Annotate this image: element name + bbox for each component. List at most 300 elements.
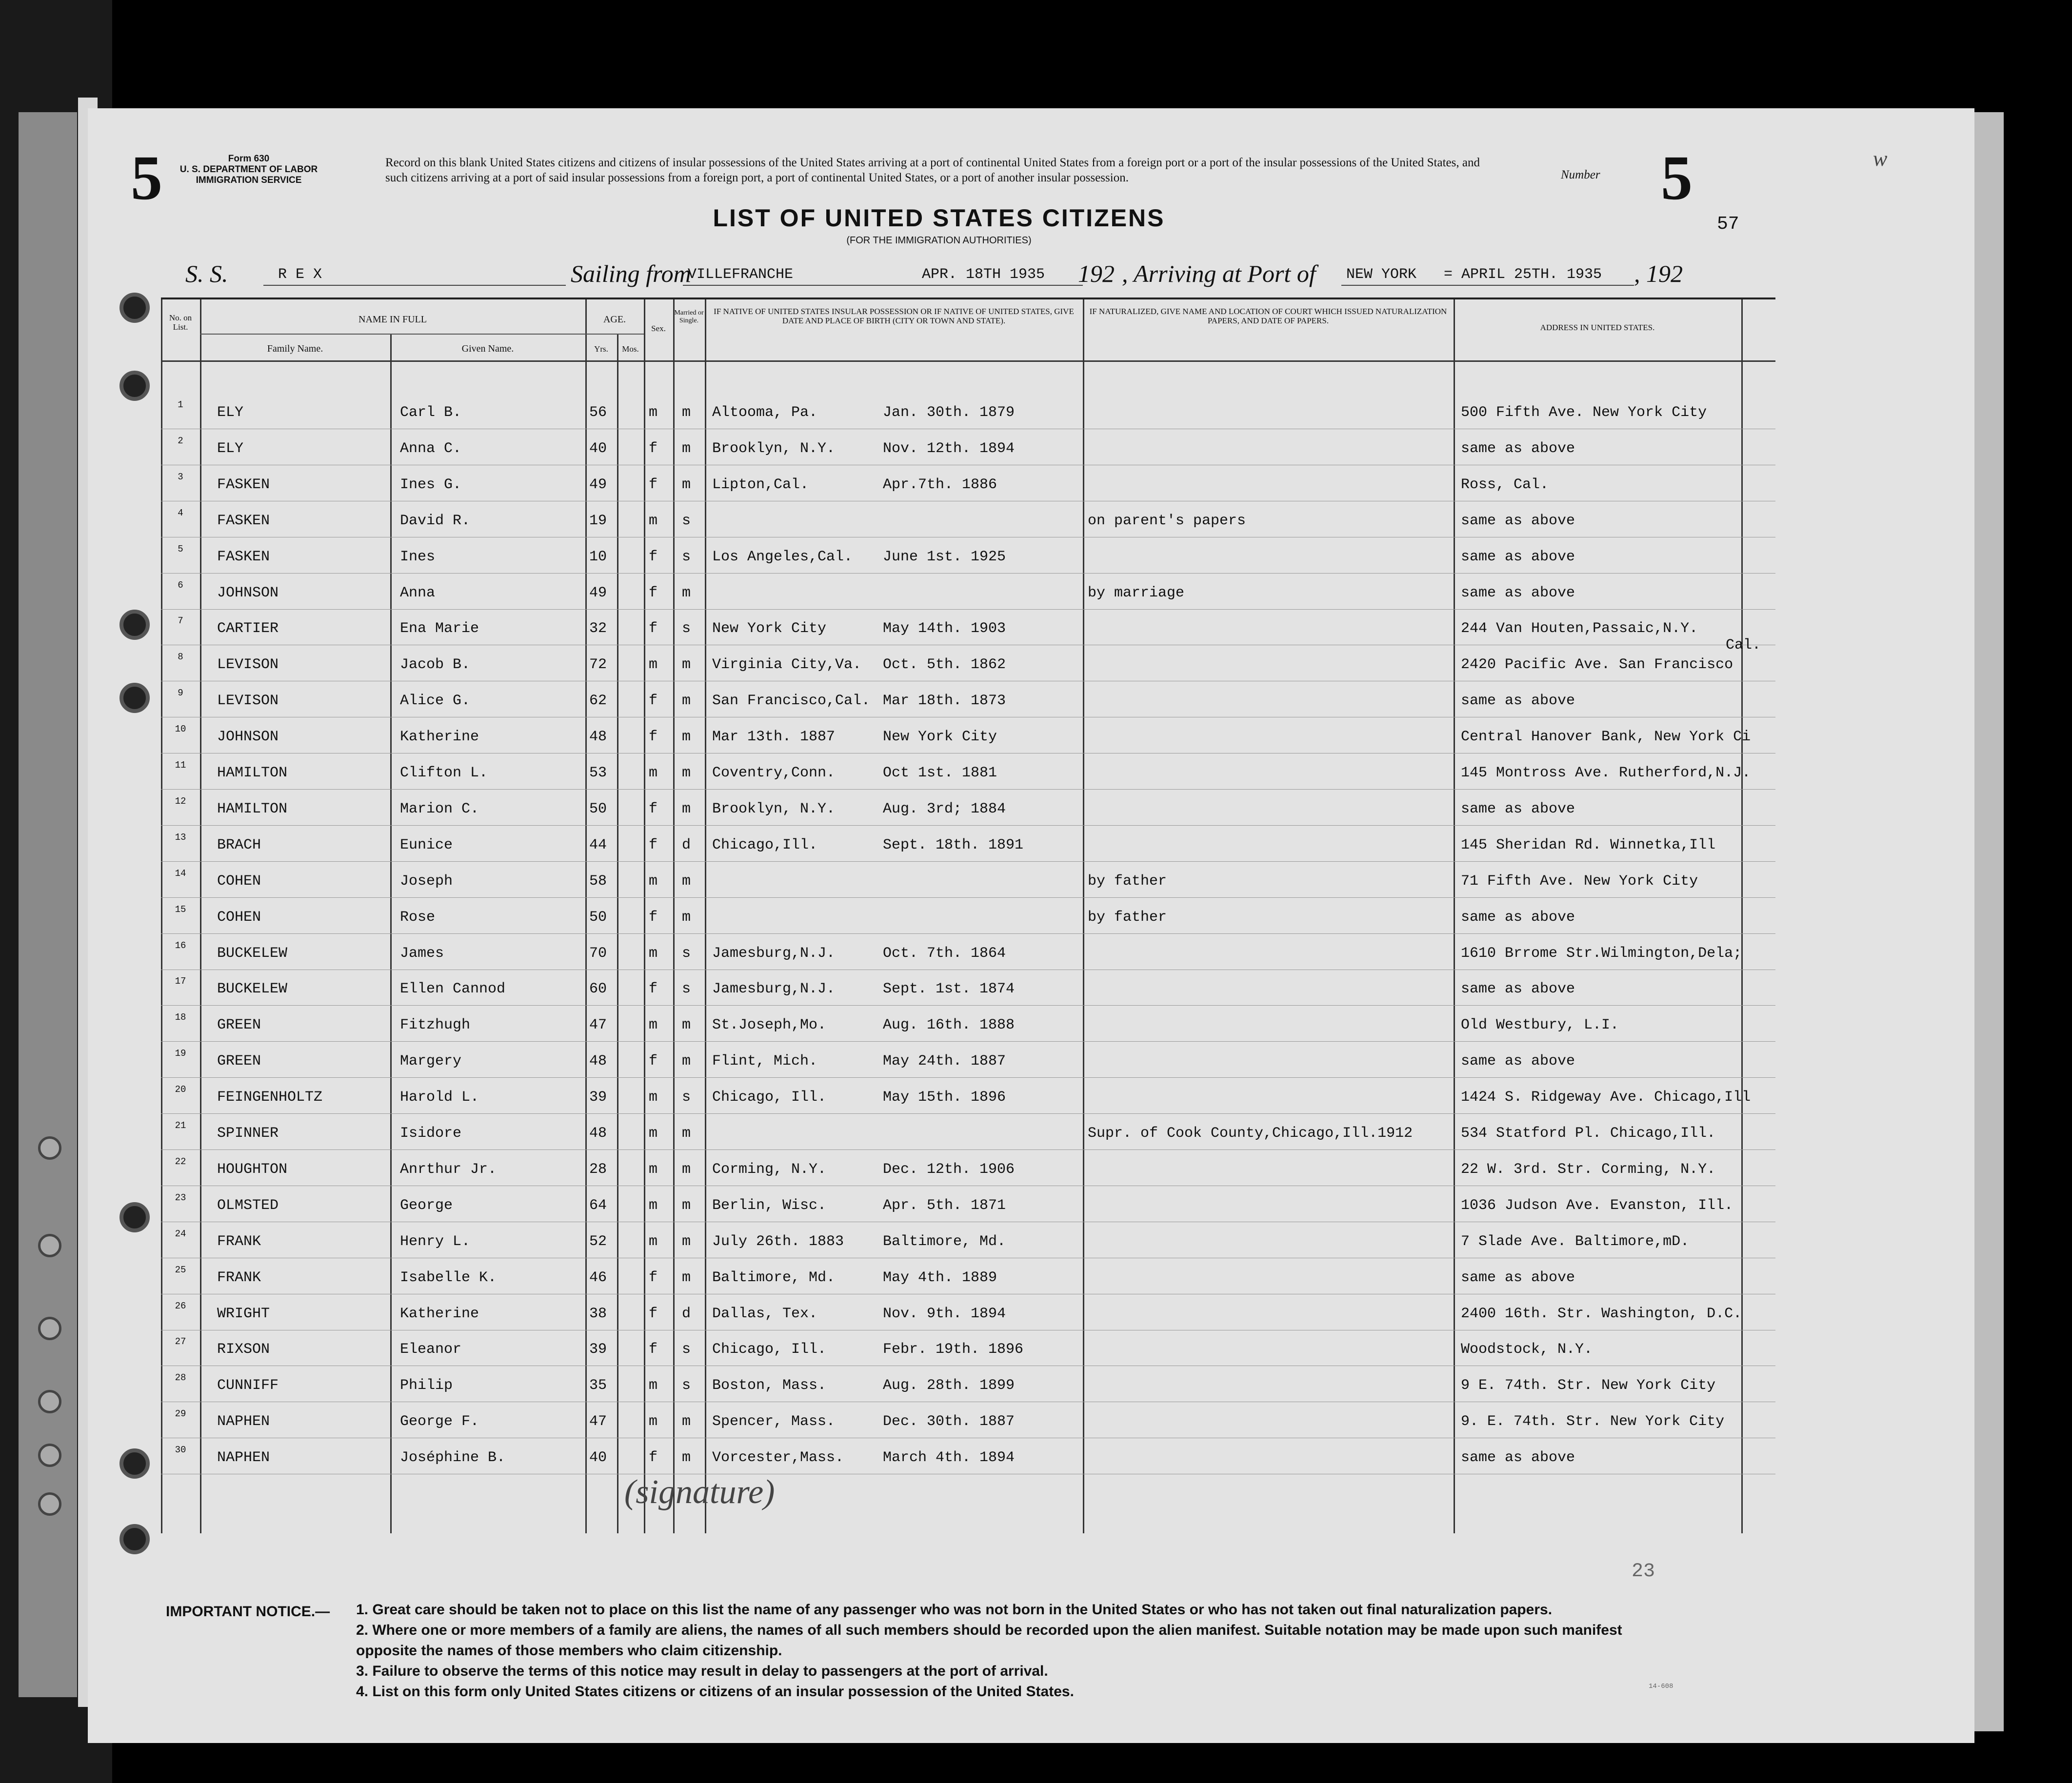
address: same as above [1461, 1053, 1575, 1070]
row-number: 15 [175, 904, 186, 915]
marital-status: s [682, 548, 691, 565]
birth-place: Flint, Mich. [712, 1053, 818, 1070]
table-row [161, 971, 1775, 1007]
family-name: GREEN [217, 1017, 261, 1034]
sex: f [649, 1305, 658, 1322]
sailing-port: VILLEFRANCHE [688, 266, 794, 283]
birth-date: Sept. 18th. 1891 [883, 836, 1024, 853]
family-name: FRANK [217, 1269, 261, 1286]
arrival-date: = APRIL 25TH. 1935 [1444, 266, 1602, 283]
ruled-line [161, 1077, 1775, 1078]
given-name: Katherine [400, 729, 479, 746]
year-suffix-2: , 192 [1634, 260, 1683, 287]
age-years: 48 [589, 1053, 607, 1070]
table-row [161, 863, 1775, 899]
birth-place: New York City [712, 620, 827, 637]
binder-ring [120, 683, 150, 713]
age-years: 39 [589, 1089, 607, 1106]
table-row [161, 719, 1775, 754]
row-number: 20 [175, 1084, 186, 1095]
birth-date: March 4th. 1894 [883, 1449, 1015, 1466]
row-number: 1 [178, 399, 183, 410]
table-row [161, 683, 1775, 718]
sex: f [649, 800, 658, 817]
row-number: 2 [178, 435, 183, 446]
family-name: BUCKELEW [217, 981, 288, 998]
birth-place: Mar 13th. 1887 [712, 729, 836, 746]
birth-place: Brooklyn, N.Y. [712, 800, 836, 817]
given-name: Joséphine B. [400, 1449, 506, 1466]
age-years: 50 [589, 909, 607, 926]
address: same as above [1461, 1449, 1575, 1466]
birth-date: Dec. 12th. 1906 [883, 1161, 1015, 1178]
row-number: 4 [178, 507, 183, 518]
header-address: ADDRESS IN UNITED STATES. [1540, 323, 1655, 332]
table-row [161, 1224, 1775, 1259]
given-name: Katherine [400, 1305, 479, 1322]
birth-place: Baltimore, Md. [712, 1269, 836, 1286]
ruled-line [161, 1041, 1775, 1042]
marital-status: m [682, 1197, 691, 1214]
marital-status: d [682, 836, 691, 853]
binder-hole [38, 1317, 61, 1340]
sex: f [649, 836, 658, 853]
row-number: 10 [175, 724, 186, 735]
address: 71 Fifth Ave. New York City [1461, 872, 1698, 890]
table-row [161, 431, 1775, 466]
given-name: Fitzhugh [400, 1017, 471, 1034]
given-name: George [400, 1197, 453, 1214]
given-name: Henry L. [400, 1233, 471, 1250]
binder-hole [38, 1136, 61, 1160]
age-years: 70 [589, 945, 607, 962]
birth-place: Los Angeles,Cal. [712, 548, 853, 565]
birth-date: Febr. 19th. 1896 [883, 1341, 1024, 1358]
given-name: James [400, 945, 444, 962]
table-row [161, 539, 1775, 575]
naturalization: by father [1088, 909, 1167, 926]
birth-date: Jan. 30th. 1879 [883, 404, 1015, 421]
given-name: George F. [400, 1413, 479, 1430]
address: 145 Sheridan Rd. Winnetka,Ill [1461, 836, 1716, 853]
address: 1036 Judson Ave. Evanston, Ill. [1461, 1197, 1733, 1214]
page-title: LIST OF UNITED STATES CITIZENS [713, 204, 1165, 232]
marital-status: m [682, 1053, 691, 1070]
sheet-number-left: 5 [131, 143, 162, 213]
birth-place: July 26th. 1883 [712, 1233, 844, 1250]
sex: f [649, 476, 658, 493]
family-name: HOUGHTON [217, 1161, 288, 1178]
binder-hole [38, 1492, 61, 1516]
table-row [161, 647, 1775, 682]
age-years: 38 [589, 1305, 607, 1322]
age-years: 52 [589, 1233, 607, 1250]
row-number: 13 [175, 832, 186, 843]
birth-place: Dallas, Tex. [712, 1305, 818, 1322]
header-sex: Sex. [651, 324, 666, 333]
sex: f [649, 909, 658, 926]
given-name: Isidore [400, 1125, 462, 1142]
given-name: Anna [400, 584, 436, 601]
address: 9 E. 74th. Str. New York City [1461, 1377, 1716, 1394]
row8-continuation: Cal. [1726, 637, 1761, 654]
row-number: 12 [175, 795, 186, 807]
row-number: 26 [175, 1300, 186, 1311]
row-number: 24 [175, 1228, 186, 1239]
age-years: 49 [589, 584, 607, 601]
form-number: Form 630 [228, 154, 270, 164]
age-years: 49 [589, 476, 607, 493]
notice-item: 2. Where one or more members of a family are aliens, the names of all such members should be recorded upon the alien manifest. Suitable notation may be made upon such manifest opposite the names of those members who claim citizenship. [356, 1622, 1622, 1659]
ss-label: S. S. [185, 260, 228, 287]
notice-list [356, 1600, 1673, 1702]
binder-hole [38, 1444, 61, 1467]
page-edge [1974, 112, 2004, 1731]
marital-status: m [682, 476, 691, 493]
birth-date: Oct. 7th. 1864 [883, 945, 1006, 962]
sex: f [649, 693, 658, 710]
birth-date: Baltimore, Md. [883, 1233, 1006, 1250]
given-name: Alice G. [400, 693, 471, 710]
marital-status: s [682, 1341, 691, 1358]
family-name: OLMSTED [217, 1197, 279, 1214]
notice-item: 3. Failure to observe the terms of this notice may result in delay to passengers at the port of arrival. [356, 1663, 1048, 1679]
family-name: FEINGENHOLTZ [217, 1089, 323, 1106]
address: 500 Fifth Ave. New York City [1461, 404, 1707, 421]
marital-status: m [682, 1161, 691, 1178]
age-years: 48 [589, 729, 607, 746]
address: Woodstock, N.Y. [1461, 1341, 1593, 1358]
header-married-single: Married or Single. [674, 309, 704, 324]
sex: f [649, 1341, 658, 1358]
row-number: 23 [175, 1192, 186, 1203]
family-name: FASKEN [217, 476, 270, 493]
ruled-line [161, 1149, 1775, 1150]
table-row [161, 1188, 1775, 1223]
address: same as above [1461, 800, 1575, 817]
header-name-in-full: NAME IN FULL [359, 314, 427, 325]
table-row [161, 827, 1775, 863]
sailing-date: APR. 18TH 1935 [922, 266, 1045, 283]
address: 534 Statford Pl. Chicago,Ill. [1461, 1125, 1716, 1142]
sex: m [649, 404, 658, 421]
age-years: 40 [589, 1449, 607, 1466]
header-naturalized: IF NATURALIZED, GIVE NAME AND LOCATION OF COURT WHICH ISSUED NATURALIZATION PAPERS, AND DATE OF PAPERS. [1089, 307, 1447, 325]
birth-date: Mar 18th. 1873 [883, 693, 1006, 710]
voyage-line [185, 259, 1707, 289]
notice-label: IMPORTANT NOTICE.— [166, 1604, 330, 1620]
given-name: Eunice [400, 836, 453, 853]
birth-date: June 1st. 1925 [883, 548, 1006, 565]
given-name: Ines G. [400, 476, 462, 493]
sex: f [649, 1269, 658, 1286]
given-name: Isabelle K. [400, 1269, 497, 1286]
header-mos: Mos. [622, 344, 639, 354]
header-yrs: Yrs. [594, 344, 608, 354]
birth-place: San Francisco,Cal. [712, 693, 871, 710]
address: same as above [1461, 440, 1575, 457]
naturalization: by marriage [1088, 584, 1185, 601]
header-bottom-line [161, 360, 1775, 362]
age-years: 53 [589, 765, 607, 781]
family-name: JOHNSON [217, 729, 279, 746]
binder-ring [120, 1448, 150, 1479]
table-row [161, 1043, 1775, 1079]
birth-place: Brooklyn, N.Y. [712, 440, 836, 457]
birth-place: Berlin, Wisc. [712, 1197, 827, 1214]
sex: m [649, 945, 658, 962]
family-name: CARTIER [217, 620, 279, 637]
birth-date: May 14th. 1903 [883, 620, 1006, 637]
sex: f [649, 729, 658, 746]
row-number: 3 [178, 471, 183, 482]
sex: f [649, 620, 658, 637]
marital-status: s [682, 620, 691, 637]
sex: f [649, 1449, 658, 1466]
age-years: 47 [589, 1413, 607, 1430]
age-years: 72 [589, 656, 607, 674]
row-number: 25 [175, 1264, 186, 1275]
family-name: SPINNER [217, 1125, 279, 1142]
arrival-port: NEW YORK [1346, 266, 1417, 283]
age-years: 48 [589, 1125, 607, 1142]
age-years: 46 [589, 1269, 607, 1286]
binder-ring [120, 1202, 150, 1232]
header-no: No. on List. [169, 313, 192, 332]
family-name: NAPHEN [217, 1449, 270, 1466]
table-row [161, 611, 1775, 646]
given-name: Carl B. [400, 404, 462, 421]
binder-ring [120, 293, 150, 323]
marital-status: s [682, 1089, 691, 1106]
form-info [163, 154, 334, 186]
row-number: 19 [175, 1048, 186, 1059]
age-years: 60 [589, 981, 607, 998]
given-name: Anrthur Jr. [400, 1161, 497, 1178]
birth-date: Nov. 12th. 1894 [883, 440, 1015, 457]
given-name: Rose [400, 909, 436, 926]
given-name: David R. [400, 512, 471, 529]
birth-place: Spencer, Mass. [712, 1413, 836, 1430]
sex: f [649, 584, 658, 601]
header-age: AGE. [603, 314, 626, 325]
page-number: 57 [1717, 214, 1739, 235]
given-name: Philip [400, 1377, 453, 1394]
age-years: 39 [589, 1341, 607, 1358]
birth-date: New York City [883, 729, 997, 746]
birth-place: Lipton,Cal. [712, 476, 809, 493]
address: Central Hanover Bank, New York Ci [1461, 729, 1751, 746]
row-number: 27 [175, 1336, 186, 1347]
given-name: Ena Marie [400, 620, 479, 637]
row-number: 22 [175, 1156, 186, 1167]
table-row [161, 1151, 1775, 1187]
table-row [161, 1115, 1775, 1151]
ruled-line [161, 789, 1775, 790]
birth-place: Jamesburg,N.J. [712, 981, 836, 998]
binder-hole [38, 1390, 61, 1413]
table-row [161, 395, 1775, 430]
table-row [161, 1007, 1775, 1043]
passenger-table [161, 297, 1775, 1533]
age-years: 50 [589, 800, 607, 817]
family-name: NAPHEN [217, 1413, 270, 1430]
address: same as above [1461, 909, 1575, 926]
row-number: 7 [178, 615, 183, 627]
address: 244 Van Houten,Passaic,N.Y. [1461, 620, 1698, 637]
ruled-line [161, 825, 1775, 826]
marital-status: s [682, 981, 691, 998]
binder-hole [38, 1234, 61, 1257]
marital-status: m [682, 1269, 691, 1286]
sheet-number-right: 5 [1661, 143, 1693, 213]
notice-item: 1. Great care should be taken not to place on this list the name of any passenger who was not born in the United States or who has not taken out final naturalization papers. [356, 1602, 1553, 1618]
marital-status: s [682, 512, 691, 529]
address: 145 Montross Ave. Rutherford,N.J. [1461, 765, 1751, 781]
birth-place: Corming, N.Y. [712, 1161, 827, 1178]
given-name: Ines [400, 548, 436, 565]
row-number: 21 [175, 1120, 186, 1131]
sex: m [649, 656, 658, 674]
family-name: COHEN [217, 909, 261, 926]
marital-status: m [682, 1017, 691, 1034]
family-name: FASKEN [217, 548, 270, 565]
page-subtitle: (FOR THE IMMIGRATION AUTHORITIES) [846, 235, 1032, 246]
family-name: HAMILTON [217, 765, 288, 781]
naturalization: Supr. of Cook County,Chicago,Ill.1912 [1088, 1125, 1413, 1142]
birth-place: St.Joseph,Mo. [712, 1017, 827, 1034]
row-number: 17 [175, 976, 186, 987]
sex: m [649, 1125, 658, 1142]
table-row [161, 503, 1775, 538]
ruled-line [161, 1005, 1775, 1006]
sex: m [649, 1413, 658, 1430]
address: 7 Slade Ave. Baltimore,mD. [1461, 1233, 1690, 1250]
birth-place: Jamesburg,N.J. [712, 945, 836, 962]
sailing-label: Sailing from [571, 260, 691, 287]
sex: m [649, 872, 658, 890]
year-suffix-1: 192 [1078, 260, 1115, 287]
marital-status: s [682, 945, 691, 962]
notice-item: 4. List on this form only United States citizens or citizens of an insular possession of the United States. [356, 1684, 1074, 1700]
ruled-line [161, 897, 1775, 898]
service-name: IMMIGRATION SERVICE [196, 175, 302, 185]
row-number: 28 [175, 1372, 186, 1384]
arrival-underline [1341, 285, 1634, 286]
arriving-label: , Arriving at Port of [1122, 260, 1316, 287]
family-name: GREEN [217, 1053, 261, 1070]
age-years: 10 [589, 548, 607, 565]
table-row [161, 1331, 1775, 1367]
age-years: 40 [589, 440, 607, 457]
age-years: 19 [589, 512, 607, 529]
given-name: Anna C. [400, 440, 462, 457]
birth-date: Oct. 5th. 1862 [883, 656, 1006, 674]
marital-status: s [682, 1377, 691, 1394]
address: 22 W. 3rd. Str. Corming, N.Y. [1461, 1161, 1716, 1178]
birth-date: Apr. 5th. 1871 [883, 1197, 1006, 1214]
table-row [161, 467, 1775, 502]
birth-place: Chicago, Ill. [712, 1089, 827, 1106]
address: 2420 Pacific Ave. San Francisco [1461, 656, 1733, 674]
instruction-text: Record on this blank United States citizens and citizens of insular possessions of the United States arriving at a port of continental United States from a foreign port or a port of the insular possessions of the United States, and such citizens arriving at a port of said insular possessions from a foreign port, a port of continental United States, or a port of another insular possession. [385, 156, 1480, 184]
sailing-underline [683, 285, 1083, 286]
given-name: Harold L. [400, 1089, 479, 1106]
birth-place: Coventry,Conn. [712, 765, 836, 781]
birth-date: Aug. 3rd; 1884 [883, 800, 1006, 817]
given-name: Eleanor [400, 1341, 462, 1358]
sex: f [649, 548, 658, 565]
address: same as above [1461, 512, 1575, 529]
address: Old Westbury, L.I. [1461, 1017, 1619, 1034]
birth-date: Nov. 9th. 1894 [883, 1305, 1006, 1322]
pencil-mark: w [1873, 147, 1888, 171]
address: same as above [1461, 584, 1575, 601]
age-years: 32 [589, 620, 607, 637]
given-name: Margery [400, 1053, 462, 1070]
table-row [161, 1440, 1775, 1475]
family-name: RIXSON [217, 1341, 270, 1358]
address: same as above [1461, 1269, 1575, 1286]
family-name: BRACH [217, 836, 261, 853]
table-row [161, 1367, 1775, 1403]
given-name: Clifton L. [400, 765, 488, 781]
row-number: 9 [178, 688, 183, 699]
address: 2400 16th. Str. Washington, D.C. [1461, 1305, 1742, 1322]
marital-status: m [682, 1233, 691, 1250]
given-name: Marion C. [400, 800, 479, 817]
birth-date: May 4th. 1889 [883, 1269, 997, 1286]
table-row [161, 1404, 1775, 1439]
birth-date: Apr.7th. 1886 [883, 476, 997, 493]
family-name: JOHNSON [217, 584, 279, 601]
table-row [161, 575, 1775, 611]
age-years: 56 [589, 404, 607, 421]
given-name: Jacob B. [400, 656, 471, 674]
birth-date: Aug. 28th. 1899 [883, 1377, 1015, 1394]
address: same as above [1461, 693, 1575, 710]
print-code: 14-608 [1649, 1683, 1674, 1690]
address: 1424 S. Ridgeway Ave. Chicago,Ill [1461, 1089, 1751, 1106]
age-years: 28 [589, 1161, 607, 1178]
family-name: LEVISON [217, 656, 279, 674]
table-row [161, 1079, 1775, 1115]
address: same as above [1461, 981, 1575, 998]
naturalization: on parent's papers [1088, 512, 1246, 529]
age-years: 58 [589, 872, 607, 890]
header-subline [200, 334, 644, 335]
marital-status: m [682, 404, 691, 421]
ruled-line [161, 933, 1775, 934]
ruled-line [161, 861, 1775, 862]
table-row [161, 899, 1775, 935]
address: 9. E. 74th. Str. New York City [1461, 1413, 1725, 1430]
birth-date: Aug. 16th. 1888 [883, 1017, 1015, 1034]
birth-date: Dec. 30th. 1887 [883, 1413, 1015, 1430]
family-name: WRIGHT [217, 1305, 270, 1322]
marital-status: m [682, 1125, 691, 1142]
sex: m [649, 1377, 658, 1394]
row-number: 18 [175, 1012, 186, 1023]
sex: m [649, 1197, 658, 1214]
family-name: ELY [217, 404, 244, 421]
family-name: CUNNIFF [217, 1377, 279, 1394]
birth-place: Virginia City,Va. [712, 656, 862, 674]
sex: m [649, 1089, 658, 1106]
family-name: ELY [217, 440, 244, 457]
marital-status: m [682, 693, 691, 710]
birth-place: Chicago, Ill. [712, 1341, 827, 1358]
